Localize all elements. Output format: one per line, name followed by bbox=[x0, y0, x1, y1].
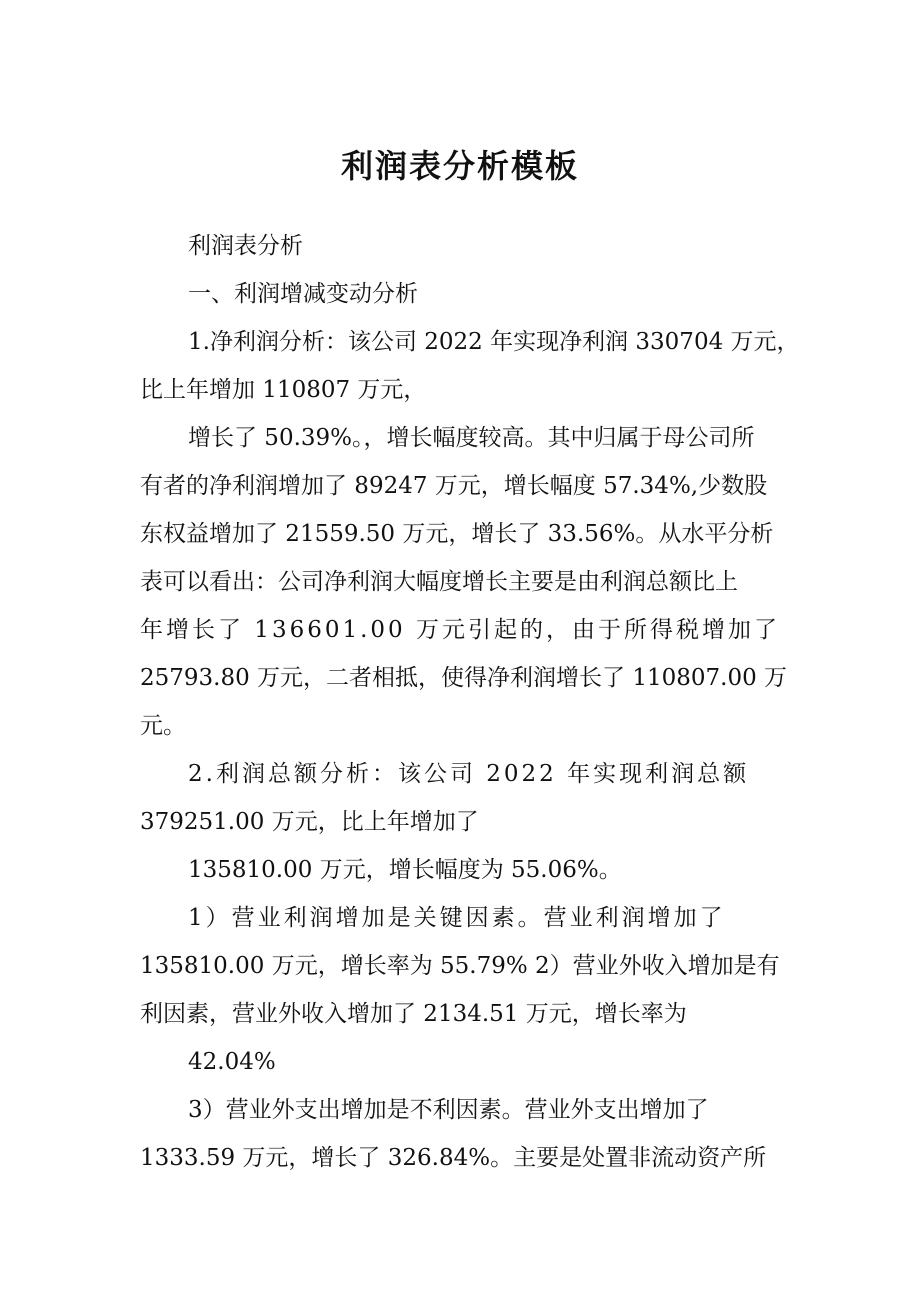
paragraph-line: 3）营业外支出增加是不利因素。营业外支出增加了 bbox=[188, 1097, 709, 1123]
paragraph-line: 年增长了 136601.00 万元引起的，由于所得税增加了 bbox=[140, 617, 780, 643]
paragraph-line: 比上年增加 110807 万元， bbox=[140, 377, 427, 403]
document-title: 利润表分析模板 bbox=[340, 147, 579, 185]
document-body bbox=[140, 222, 800, 1182]
subsection-heading: 一、利润增减变动分析 bbox=[188, 281, 418, 307]
section-heading: 利润表分析 bbox=[188, 233, 303, 259]
paragraph-line: 1）营业利润增加是关键因素。营业利润增加了 bbox=[188, 905, 726, 931]
paragraph-line: 元。 bbox=[140, 713, 186, 739]
paragraph-line: 利因素，营业外收入增加了 2134.51 万元，增长率为 bbox=[140, 1001, 687, 1027]
paragraph-line: 1.净利润分析：该公司 2022 年实现净利润 330704 万元， bbox=[188, 329, 800, 355]
paragraph-line: 379251.00 万元，比上年增加了 bbox=[140, 809, 479, 835]
paragraph-line: 135810.00 万元，增长率为 55.79% 2）营业外收入增加是有 bbox=[140, 953, 780, 979]
paragraph-line: 增长了 50.39%。，增长幅度较高。其中归属于母公司所 bbox=[188, 425, 755, 451]
paragraph-line: 表可以看出：公司净利润大幅度增长主要是由利润总额比上 bbox=[140, 569, 738, 595]
paragraph-line: 2.利润总额分析：该公司 2022 年实现利润总额 bbox=[188, 761, 750, 787]
paragraph-line: 东权益增加了 21559.50 万元，增长了 33.56%。从水平分析 bbox=[140, 521, 774, 547]
paragraph-line: 有者的净利润增加了 89247 万元，增长幅度 57.34%,少数股 bbox=[140, 473, 768, 499]
paragraph-line: 1333.59 万元，增长了 326.84%。主要是处置非流动资产所 bbox=[140, 1145, 767, 1171]
paragraph-line: 42.04% bbox=[188, 1049, 276, 1075]
paragraph-line: 25793.80 万元，二者相抵，使得净利润增长了 110807.00 万 bbox=[140, 665, 788, 691]
paragraph-line: 135810.00 万元，增长幅度为 55.06%。 bbox=[188, 857, 622, 883]
